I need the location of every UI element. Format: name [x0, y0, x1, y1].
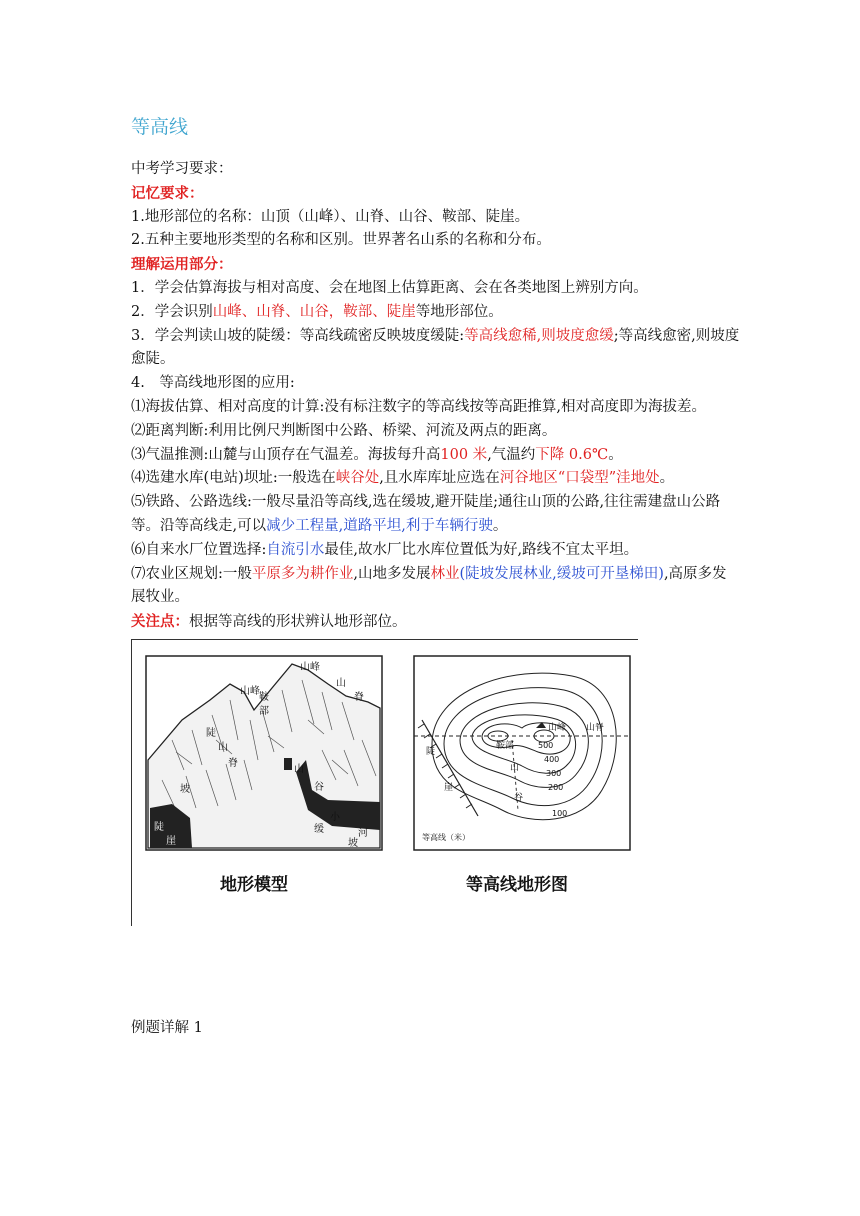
application-1: ⑴海拔估算、相对高度的计算:没有标注数字的等高线按等高距推算,相对高度即为海拔差。	[131, 398, 706, 415]
map-legend: 等高线（米）	[422, 832, 470, 842]
label-saddle-char-2: 部	[259, 705, 269, 717]
map-label-valley-a: 山	[510, 762, 520, 773]
label-river: 河	[358, 827, 368, 839]
left-caption: 地形模型	[220, 874, 288, 895]
contour-100-label: 100	[552, 808, 568, 818]
application-5: ⑸铁路、公路选线:一般尽量沿等高线,选在缓坡,避开陡崖;通往山顶的公路,往往需建盘山公路等。沿等高线走,可以减少工程量,道路平坦,利于车辆行驶。	[131, 494, 721, 534]
map-label-saddle: 鞍部	[496, 740, 515, 751]
understand-heading: 理解运用部分：	[131, 256, 233, 274]
highlight-landforms: 山峰、山脊、山谷，鞍部、陡崖	[212, 303, 416, 320]
page-title: 等高线	[131, 116, 189, 138]
map-label-peak: 山峰	[548, 722, 567, 733]
label-valley-b: 谷	[314, 781, 324, 793]
application-7: ⑺农业区规划:一般平原多为耕作业,山地多发展林业(陡坡发展林业,缓坡可开垦梯田),高原多发展牧业。	[131, 565, 727, 606]
application-2: ⑵距离判断:利用比例尺判断图中公路、桥梁、河流及两点的距离。	[131, 422, 557, 439]
map-label-cliff-b: 崖	[444, 782, 454, 793]
contour-500-label: 500	[538, 740, 554, 750]
application-6: ⑹自来水厂位置选择:自流引水最佳,故水厂比水库位置低为好,路线不宜太平坦。	[131, 541, 639, 558]
contour-400-label: 400	[544, 754, 560, 764]
application-4: ⑷选建水库(电站)坝址:一般选在峡谷处,且水库库址应选在河谷地区“口袋型”洼地处。	[131, 470, 675, 487]
label-slope-char: 坡	[180, 783, 190, 795]
application-3: ⑶气温推测:山麓与山顶存在气温差。海拔每升高100 米,气温约下降 0.6℃。	[131, 446, 623, 463]
label-ridge-b: 脊	[354, 691, 364, 703]
memory-item-2: 2.五种主要地形类型的名称和区别。世界著名山系的名称和分布。	[131, 232, 551, 249]
label-saddle-char-1: 鞍	[259, 691, 269, 703]
contour-map-frame	[414, 656, 630, 850]
understand-item-3: 3．学会判读山坡的陡缓：等高线疏密反映坡度缓陡:等高线愈稀,则坡度愈缓;等高线愈密,则坡度愈陡。	[131, 327, 740, 368]
label-peak-1: 山峰	[240, 685, 260, 697]
highlight-slope: 等高线愈稀,则坡度愈缓	[464, 327, 614, 344]
label-ridge-a: 山	[336, 677, 346, 689]
label-cliff-2: 崖	[166, 835, 176, 847]
label-ridge-c: 脊	[228, 757, 238, 769]
label-small: 小	[330, 811, 340, 823]
map-label-valley-b: 谷	[514, 792, 524, 803]
contour-300-label: 300	[546, 768, 562, 778]
label-gentle: 缓	[314, 823, 324, 835]
terrain-figure	[131, 639, 638, 926]
example-heading: 例题详解 1	[131, 1020, 203, 1036]
understand-item-4: 4. 等高线地形图的应用:	[131, 375, 295, 392]
right-caption: 等高线地形图	[466, 874, 568, 895]
memory-heading: 记忆要求：	[131, 184, 204, 202]
house-icon	[284, 758, 292, 770]
map-label-cliff-a: 陡	[426, 746, 436, 757]
terrain-figure-svg	[132, 640, 638, 926]
label-steep-1: 陡	[206, 727, 216, 739]
understand-item-1: 1．学会估算海拔与相对高度、会在地图上估算距离、会在各类地图上辨别方向。	[131, 279, 648, 296]
map-label-ridge: 山脊	[586, 722, 605, 733]
label-cliff-1: 陡	[154, 821, 164, 833]
label-peak-2: 山峰	[300, 661, 320, 673]
focus-line: 关注点：根据等高线的形状辨认地形部位。	[131, 613, 407, 631]
label-slope-2: 坡	[348, 837, 358, 849]
understand-item-2: 2．学会识别山峰、山脊、山谷，鞍部、陡崖等地形部位。	[131, 303, 503, 320]
memory-item-1: 1.地形部位的名称：山顶（山峰）、山脊、山谷、鞍部、陡崖。	[131, 208, 530, 225]
label-valley-a: 山	[294, 763, 304, 775]
label-mountain-char: 山	[218, 741, 228, 753]
intro-line: 中考学习要求：	[131, 161, 233, 177]
document-body	[131, 112, 741, 926]
contour-200-label: 200	[548, 782, 564, 792]
